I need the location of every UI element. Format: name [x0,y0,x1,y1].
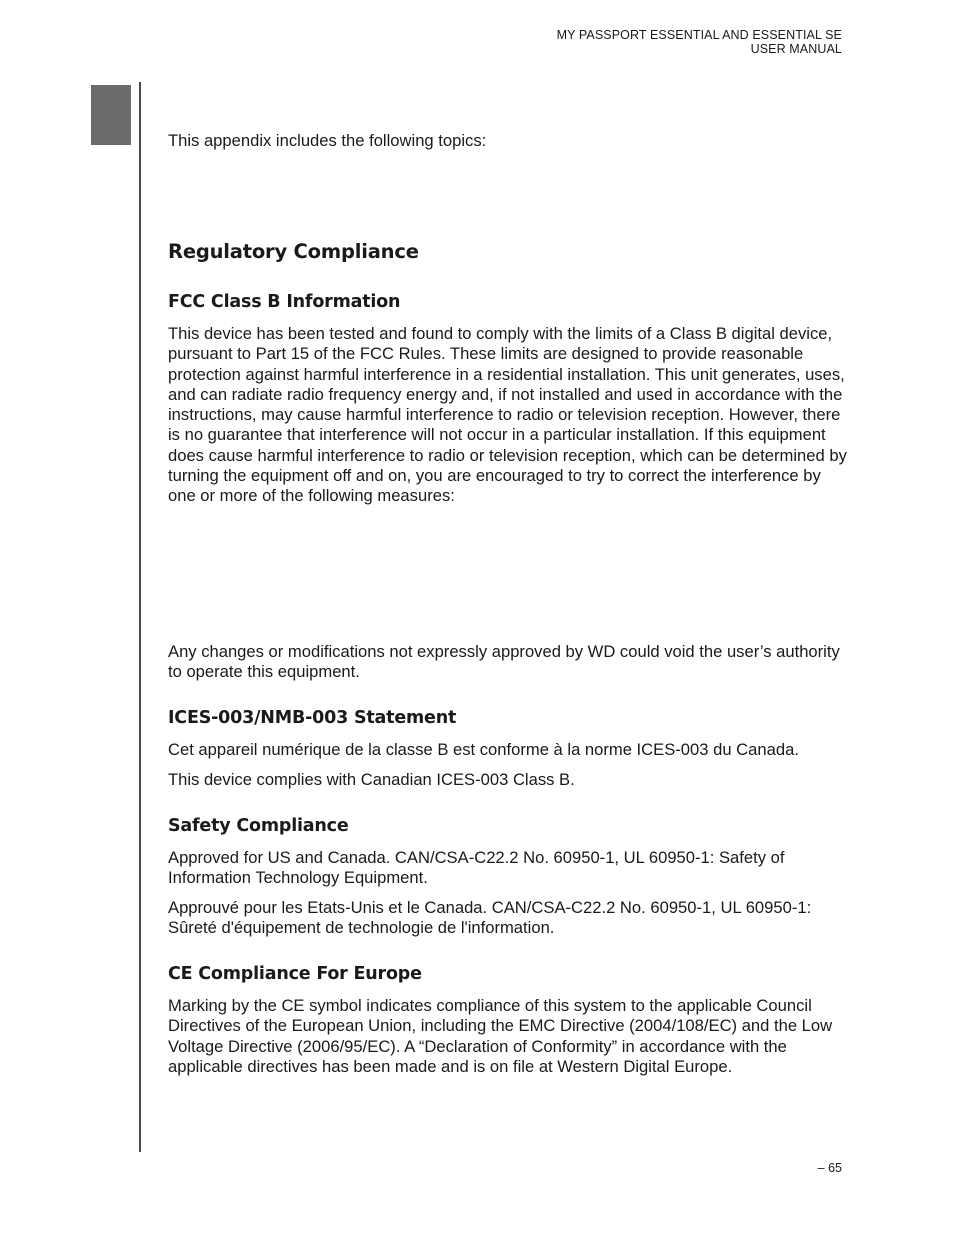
page-number: – 65 [817,1161,842,1175]
regulatory-compliance-heading: Regulatory Compliance [168,240,419,263]
ices-heading: ICES-003/NMB-003 Statement [168,708,457,728]
ce-heading: CE Compliance For Europe [168,964,422,984]
fcc-body-paragraph: This device has been tested and found to comply with the limits of a Class B digital device, pursuant to Part 15 of the FCC Rules. These limits are designed to provide reasonable protection against harmful interference in a residential installation. This unit generates, uses, and can radiate radio frequency energy and, if not installed and used in accordance with the instructions, may cause harmful interference to radio or television reception. However, there is no guarantee that interference will not occur in a particular installation. If this equipment does cause harmful interference to radio or television reception, which can be determined by turning the equipment off and on, you are encouraged to try to correct the interference by one or more of the following measures: [168,324,847,506]
safety-english-paragraph: Approved for US and Canada. CAN/CSA-C22.2 No. 60950-1, UL 60950-1: Safety of Information Technology Equipment. [168,848,785,888]
ices-english-paragraph: This device complies with Canadian ICES-003 Class B. [168,770,575,789]
safety-french-paragraph: Approuvé pour les Etats-Unis et le Canada. CAN/CSA-C22.2 No. 60950-1, UL 60950-1: Sûreté d'équipement de technologie de l'information. [168,898,812,938]
margin-rule [139,82,141,1152]
header-title-line: MY PASSPORT ESSENTIAL AND ESSENTIAL SE [556,28,842,42]
ices-french-paragraph: Cet appareil numérique de la classe B est conforme à la norme ICES-003 du Canada. [168,740,799,759]
fcc-changes-paragraph: Any changes or modifications not expressly approved by WD could void the user’s authority to operate this equipment. [168,642,840,682]
ce-body-paragraph: Marking by the CE symbol indicates compliance of this system to the applicable Council Directives of the European Union, including the EMC Directive (2004/108/EC) and the Low Voltage Directive (2006/95/EC). A “Declaration of Conformity” in accordance with the applicable directives has been made and is on file at Western Digital Europe. [168,996,833,1076]
intro-paragraph: This appendix includes the following topics: [168,131,487,150]
running-header [557,28,842,56]
safety-heading: Safety Compliance [168,816,349,836]
chapter-tab [91,85,131,145]
header-subtitle-line: USER MANUAL [750,42,842,56]
fcc-heading: FCC Class B Information [168,292,401,312]
